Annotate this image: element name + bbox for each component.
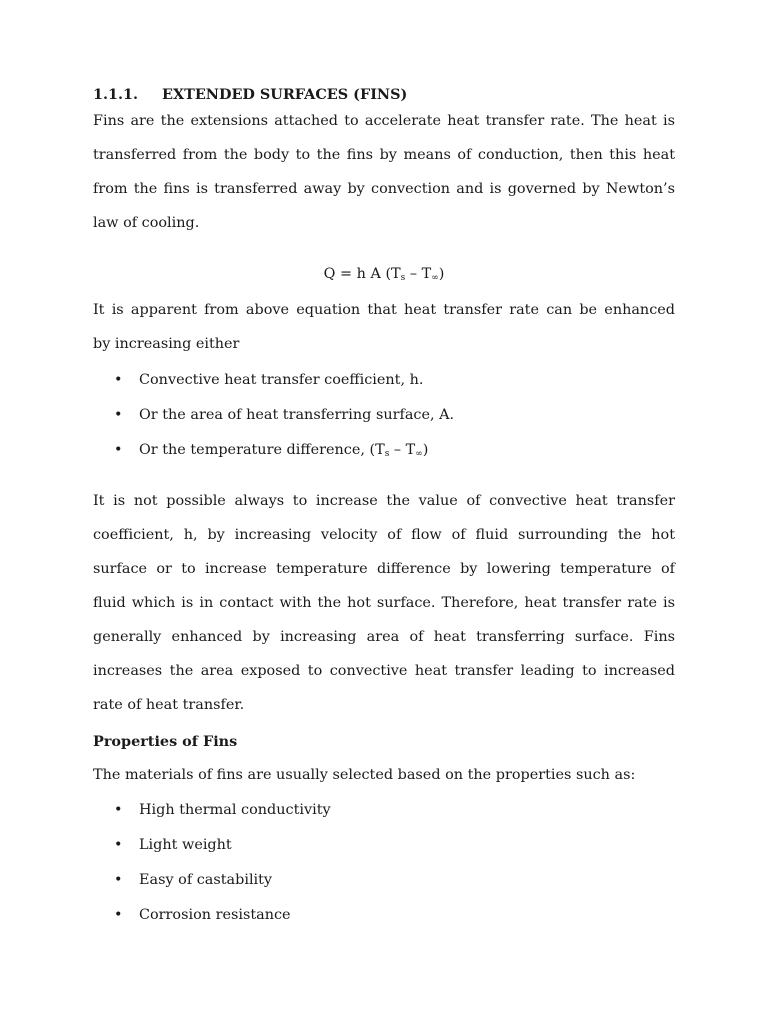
bullet-item: • Or the area of heat transferring surface, A. [93, 405, 454, 440]
intro-line: Fins are the extensions attached to accelerate heat transfer rate. The heat is [93, 113, 675, 129]
bullet-icon: • [114, 837, 123, 853]
bullet-item: • Convective heat transfer coefficient, h. [93, 370, 454, 405]
section-number: 1.1.1. [93, 86, 139, 103]
bullet-item: • Corrosion resistance [93, 905, 331, 940]
intro-paragraph [93, 111, 675, 247]
enhance-bullet-list [93, 370, 454, 475]
properties-intro: The materials of fins are usually selected based on the properties such as: [93, 767, 636, 783]
bullet-item: • Or the temperature difference, $(T_s - T_\infty)$ [93, 440, 454, 475]
possible-line: coefficient, h, by increasing velocity of flow of fluid surrounding the hot [93, 527, 675, 543]
possible-paragraph [93, 491, 675, 729]
bullet-icon: • [114, 872, 123, 888]
intro-line: law of cooling. [93, 215, 200, 231]
properties-heading: Properties of Fins [93, 733, 238, 750]
apparent-line: It is apparent from above equation that heat transfer rate can be enhanced [93, 302, 675, 318]
apparent-line: by increasing either [93, 336, 240, 352]
bullet-icon: • [114, 907, 123, 923]
possible-line: increases the area exposed to convective heat transfer leading to increased [93, 663, 675, 679]
possible-line: fluid which is in contact with the hot surface. Therefore, heat transfer rate is [93, 595, 675, 611]
properties-bullet-list [93, 800, 331, 940]
possible-line: It is not possible always to increase the value of convective heat transfer [93, 493, 675, 509]
possible-line: rate of heat transfer. [93, 697, 245, 713]
section-title: EXTENDED SURFACES (FINS) [162, 86, 408, 103]
possible-line: surface or to increase temperature difference by lowering temperature of [93, 561, 675, 577]
intro-line: from the fins is transferred away by convection and is governed by Newton’s [93, 181, 675, 197]
bullet-item: • High thermal conductivity [93, 800, 331, 835]
section-heading [93, 86, 407, 103]
bullet-icon: • [114, 407, 123, 423]
possible-line: generally enhanced by increasing area of heat transferring surface. Fins [93, 629, 675, 645]
intro-line: transferred from the body to the fins by means of conduction, then this heat [93, 147, 675, 163]
newton-cooling-equation: Q = h A $(T_s - T_\infty)$ [323, 266, 445, 283]
bullet-icon: • [114, 372, 123, 388]
bullet-item: • Easy of castability [93, 870, 331, 905]
bullet-icon: • [114, 442, 123, 458]
bullet-item: • Light weight [93, 835, 331, 870]
apparent-paragraph [93, 300, 675, 368]
bullet-icon: • [114, 802, 123, 818]
